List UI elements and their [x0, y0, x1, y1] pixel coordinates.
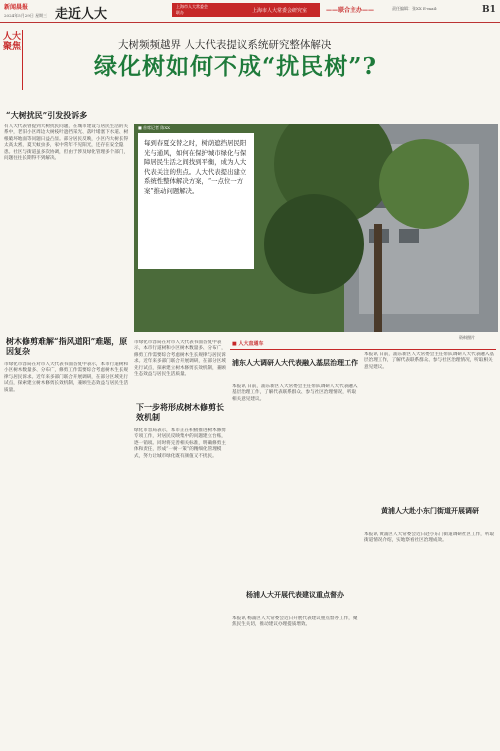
page-header: [0, 0, 500, 23]
page-number: B1: [482, 5, 496, 15]
article-2-body: 本报讯 杨浦区人大常委会近日开展代表建议重点督办工作，聚焦民生关切，推动建议办理提质增效。: [232, 616, 358, 628]
issue-date: 2024年5月29日 星期三: [4, 13, 48, 18]
banner-line-3: 上海市人大常委会研究室: [252, 8, 308, 14]
section-body-1: 有人大代表曾提到大树扰民问题，在城市建设与居民生活的关系中，老旧小区周边大树枝叶遮挡采光、落叶堵塞下水道、树根破坏地面等问题日益凸显。部分居民反映，小区内大树长得太高太密，夏天蚊虫多，家中常年不见阳光，还存在安全隐患。社区与街道虽多次协调，但由于涉及绿化管理多个部门，问题往往长期得不到解决。: [4, 124, 129, 162]
photo-caption: 资料照片: [459, 335, 475, 340]
section-body-2: 市绿化市容局在对市人大代表书面答复中表示，本市行道树和小区树木数量多、分布广，修剪工作需要综合考虑树木生长规律与居民诉求。近年来多部门联合开展调研，在部分区域先行试点，探索建立树木修剪长效机制，兼顾生态效益与居民生活质量。: [4, 362, 129, 393]
right-section-label: ■ 人大直通车: [232, 341, 264, 347]
side-divider: [22, 30, 23, 90]
editor-line: 责任编辑：张XX E-mail:: [392, 6, 438, 11]
banner-line-2: 联办: [176, 10, 184, 15]
article-3-body: 本报讯 黄浦区人大常委会近日赴小东门街道调研社区工作，听取街道情况介绍，实地察看社区治理成效。: [364, 532, 495, 544]
pull-quote: 每到春夏交替之时，树荫遮挡居民阳光与通风，如何在保护城市绿化与保障居民生活之间找到平衡，成为人大代表关注的焦点。人大代表提出建立系统性整体解决方案，“一点位一方案”推动问题解决。: [138, 133, 254, 269]
section-heading-3: 下一步将形成树木修剪长效机制: [136, 402, 224, 422]
article-1-body-cont: 本报讯 日前，浦东新区人大常委会主任带队调研人大代表融入基层治理工作，了解代表联系群众、参与社区治理情况，听取相关意见建议。: [364, 352, 495, 370]
section-heading-2: 树木修剪难解“指风道阳”难题，原因复杂: [6, 336, 128, 356]
newspaper-logo: 新闻晨报: [4, 4, 29, 11]
side-tag: 人大聚焦: [3, 32, 22, 52]
section-body-3: 绿化市容局表示，本市正在积极推进树木修剪专项工作，对居民反映集中的问题建立台账，逐一销项。同时将完善相关标准，明确修剪主体和责任，形成“一树一策”的精细化管理模式，努力让城市绿化既有颜值又不扰民。: [134, 428, 226, 459]
section-title: 走近人大: [55, 7, 108, 22]
headline: 绿化树如何不成“扰民树”?: [94, 53, 377, 80]
section-body-2-cont: 市绿化市容局在对市人大代表书面答复中表示，本市行道树和小区树木数量多、分布广，修剪工作需要综合考虑树木生长规律与居民诉求。近年来多部门联合开展调研，在部分区域先行试点，探索建立树木修剪长效机制，兼顾生态效益与居民生活质量。: [134, 340, 226, 378]
right-section-rule: [230, 349, 496, 350]
section-heading-1: “大树扰民”引发投诉多: [6, 110, 88, 120]
article-1-body: 本报讯 日前，浦东新区人大常委会主任带队调研人大代表融入基层治理工作，了解代表联系群众、参与社区治理情况，听取相关意见建议。: [232, 384, 358, 402]
banner-line-1: 上海市人大常委会: [176, 4, 208, 9]
column-label: ——联合主办——: [326, 7, 375, 14]
article-2-heading: 杨浦人大开展代表建议重点督办: [246, 590, 344, 599]
article-3-heading: 黄浦人大赴小东门街道开展调研: [381, 506, 479, 515]
subheadline: 大树频频越界 人大代表提议系统研究整体解决: [118, 39, 332, 51]
header-banner: [172, 3, 320, 17]
article-1-heading: 浦东人大调研人大代表融入基层治理工作: [232, 358, 358, 367]
photo-credit: ■ 首席记者 陈XX: [138, 125, 171, 130]
